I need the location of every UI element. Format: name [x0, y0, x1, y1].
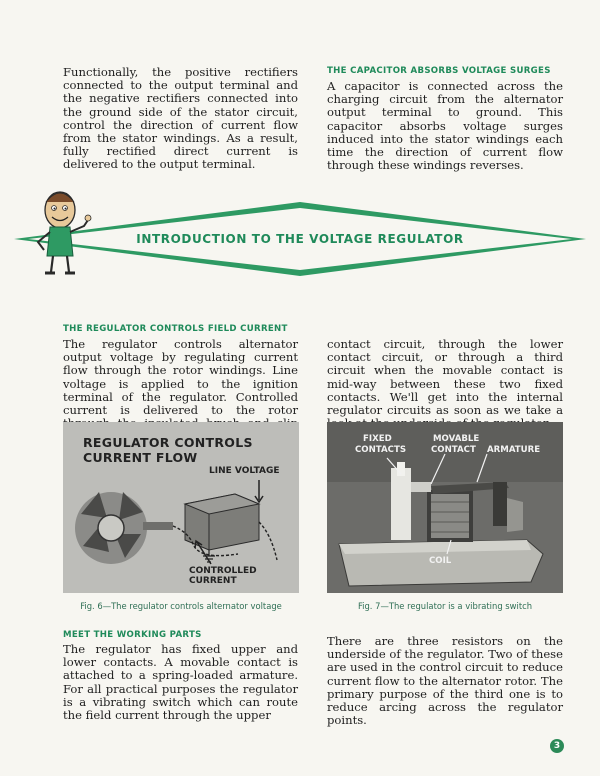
controlled-current-label: CONTROLLED CURRENT [189, 566, 257, 586]
contacts-label: CONTACTS [355, 445, 407, 455]
contact-label: CONTACT [431, 445, 476, 455]
page-number: 3 [550, 739, 564, 753]
working-parts-paragraph-left: The regulator has fixed upper and lower contacts. A movable contact is attached to a spring-loaded armature. For all practical purposes the regulator is a vibrating switch which can route the field current through the upper [63, 642, 298, 723]
coil-label: COIL [429, 556, 452, 566]
capacitor-paragraph: A capacitor is connected across the charging circuit from the alternator output terminal to ground. This capacitor absorbs voltage surges induced into the stator windings each time the direction of current flow through these windings reverses. [327, 79, 563, 173]
fixed-label: FIXED [363, 434, 392, 444]
banner-title: INTRODUCTION TO THE VOLTAGE REGULATOR [136, 232, 464, 246]
regulator-paragraph-right: contact circuit, through the lower contact circuit, or through a third circuit when the movable contact is mid-way between these two fixed contacts. We'll get into the internal regulator circuits as soon as we take a [327, 337, 563, 418]
regulator-paragraph-left: The regulator controls alternator output voltage by regulating current flow through the rotor windings. Line voltage is applied to the ignition terminal of the regulator. Controlled current is delivered to the rotor [63, 337, 298, 418]
movable-label: MOVABLE [433, 434, 480, 444]
top-left-paragraph: Functionally, the positive rectifiers connected to the output terminal and the negative rectifiers connected into the ground side of the stator circuit, control the direction of current flow from the stator windings. As a result, fully rectified direct current is delivered to the output terminal. [63, 65, 298, 172]
armature-label: ARMATURE [487, 445, 541, 455]
figure-7-photo [327, 422, 563, 593]
line-voltage-label: LINE VOLTAGE [209, 466, 280, 476]
figure-6-title: REGULATOR CONTROLS CURRENT FLOW [83, 435, 253, 465]
figure-7-caption: Fig. 7—The regulator is a vibrating switch [357, 601, 533, 611]
regulator-heading: THE REGULATOR CONTROLS FIELD CURRENT [63, 324, 288, 334]
figure-6-caption: Fig. 6—The regulator controls alternator voltage [80, 601, 282, 611]
capacitor-heading: THE CAPACITOR ABSORBS VOLTAGE SURGES [327, 66, 551, 76]
working-parts-heading: MEET THE WORKING PARTS [63, 630, 202, 640]
figure-6-photo [63, 422, 299, 593]
working-parts-paragraph-right: There are three resistors on the underside of the regulator. Two of these are used in the control circuit to reduce current flow to the alternator rotor. The primary purpose of the third one is to reduce arcing across the regulator points. [327, 634, 563, 728]
